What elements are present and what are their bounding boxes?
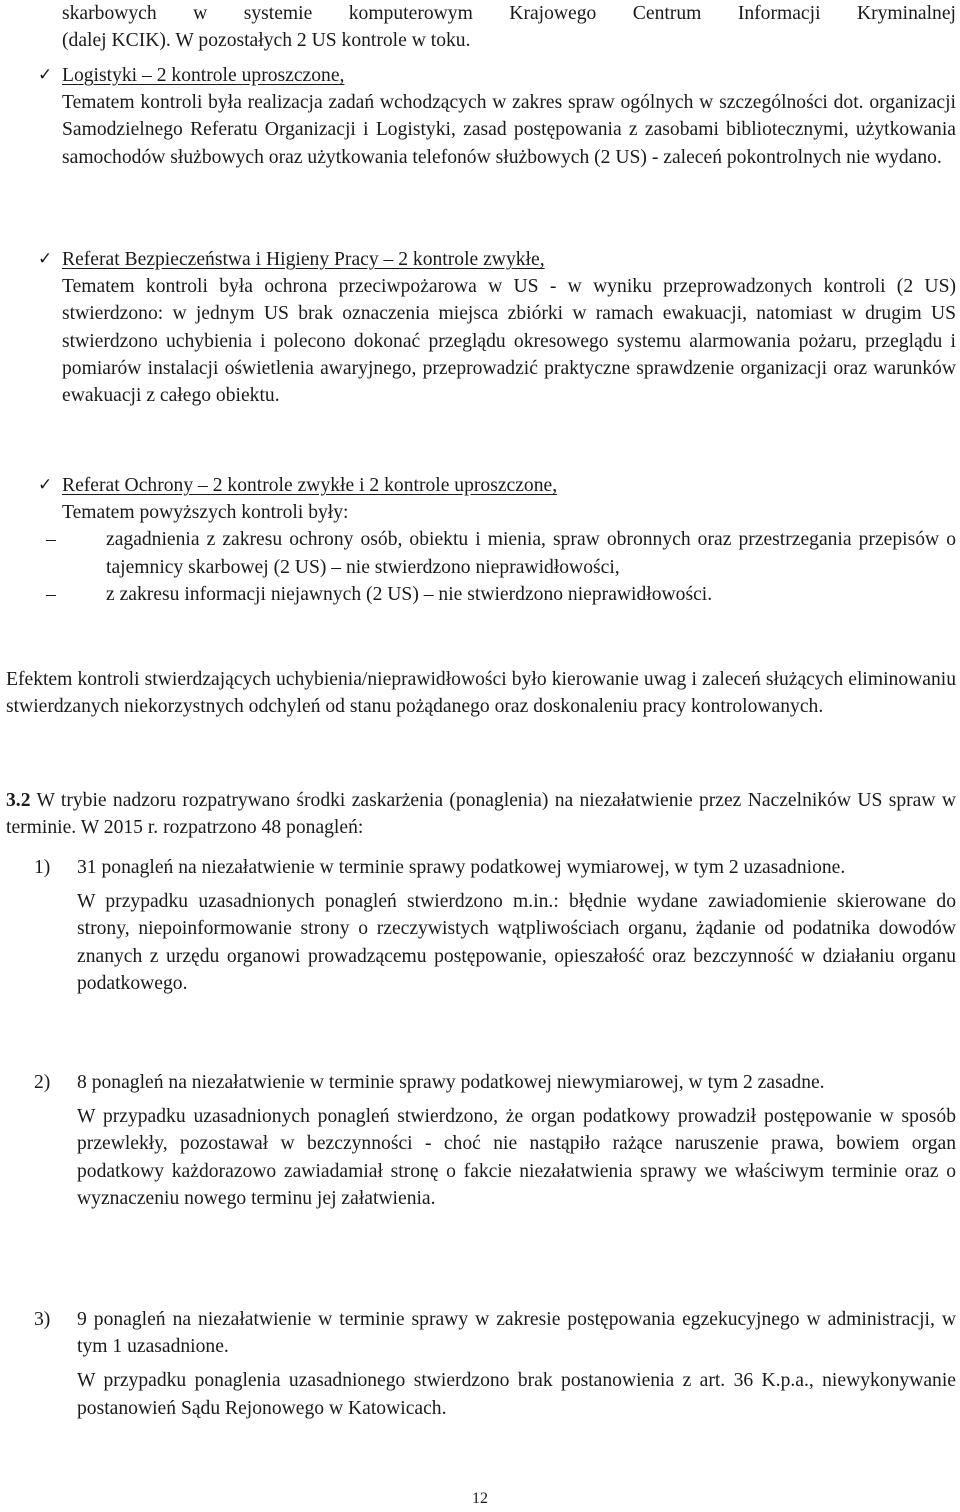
logistyki-heading: Logistyki – 2 kontrole uproszczone, [62, 65, 345, 86]
list-item-text: 9 ponagleń na niezałatwienie w terminie sprawy w zakresie postępowania egzekucyjnego w administracji, w tym 1 uzasadnione. [77, 1309, 956, 1358]
efekt-paragraph: Efektem kontroli stwierdzających uchybienia/nieprawidłowości było kierowanie uwag i zaleceń służących eliminowaniu stwierdzanych niekorzystnych odchyleń od stanu pożądanego oraz doskonaleniu pracy kontrolowanych. [6, 669, 956, 718]
page-number: 12 [472, 1490, 488, 1507]
ochrona-list-item [46, 581, 956, 608]
section-3-2-paragraph [6, 787, 956, 841]
list-marker: 2) [34, 1072, 51, 1093]
ochrona-intro: Tematem powyższych kontroli były: [62, 502, 349, 524]
bhp-body: Tematem kontroli była ochrona przeciwpożarowa w US - w wyniku przeprowadzonych kontroli (2 US) stwierdzono: w jednym US brak oznaczenia miejsca zbiórki w ramach ewakuacji, natomiast w drugim US stwierdzono uchybienia i polecono dokonać przeglądu okresowego systemu alarmowania pożaru, przeglądu i pomiarów instalacji oświetlenia awaryjnego, przeprowadzić praktyczne sprawdzenie organizacji oraz warunków ewakuacji z całego obiektu. [62, 276, 956, 407]
ponaglenia-item-1 [0, 854, 960, 997]
ponaglenia-item-2 [0, 1069, 960, 1212]
intro-line-2: (dalej KCIK). W pozostałych 2 US kontrole w toku. [62, 30, 471, 52]
list-item-text: 31 ponagleń na niezałatwienie w terminie sprawy podatkowej wymiarowej, w tym 2 uzasadnione. [77, 857, 846, 878]
logistyki-item [0, 62, 960, 171]
intro-line-1: skarbowych w systemie komputerowym Krajowego Centrum Informacji Kryminalnej [62, 3, 956, 24]
bhp-heading: Referat Bezpieczeństwa i Higieny Pracy – 2 kontrole zwykłe, [62, 249, 545, 270]
list-item-detail: W przypadku ponaglenia uzasadnionego stwierdzono brak postanowienia z art. 36 K.p.a., niewykonywanie postanowień Sądu Rejonowego w Katowicach. [77, 1370, 956, 1419]
section-3-2-text: W trybie nadzoru rozpatrywano środki zaskarżenia (ponaglenia) na niezałatwienie przez Naczelników US spraw w terminie. W 2015 r. rozpatrzono 48 ponagleń: [6, 790, 956, 839]
checkmark-icon: ✓ [38, 249, 53, 269]
ochrona-item [0, 472, 960, 608]
intro-paragraph [0, 0, 960, 54]
list-item-text: 8 ponagleń na niezałatwienie w terminie sprawy podatkowej niewymiarowej, w tym 2 zasadne. [77, 1072, 825, 1093]
ochrona-list-item-text: zagadnienia z zakresu ochrony osób, obiektu i mienia, spraw obronnych oraz przestrzegania przepisów o tajemnicy skarbowej (2 US) – nie stwierdzono nieprawidłowości, [106, 529, 956, 578]
list-marker: 1) [34, 857, 51, 878]
list-item-detail: W przypadku uzasadnionych ponagleń stwierdzono, że organ podatkowy prowadził postępowanie w sposób przewlekły, pozostawał w bezczynności - choć nie nastąpiło rażące naruszenie prawa, bowiem organ podatkowy każdorazowo zawiadamiał stronę o fakcie niezałatwienia sprawy we właściwym terminie oraz o wyznaczeniu nowego terminu jej załatwienia. [77, 1106, 956, 1209]
ochrona-list-item [46, 526, 956, 580]
logistyki-body: Tematem kontroli była realizacja zadań wchodzących w zakres spraw ogólnych w szczególności dot. organizacji Samodzielnego Referatu Organizacji i Logistyki, zasad postępowania z zasobami bibliotecznymi, użytkowania samochodów służbowych oraz użytkowania telefonów służbowych (2 US) - zaleceń pokontrolnych nie wydano. [62, 92, 956, 168]
dash-marker: – [46, 583, 56, 605]
ochrona-list-item-text: z zakresu informacji niejawnych (2 US) – nie stwierdzono nieprawidłowości. [106, 583, 713, 605]
checkmark-icon: ✓ [38, 65, 53, 85]
checkmark-icon: ✓ [38, 475, 53, 495]
list-item-detail: W przypadku uzasadnionych ponagleń stwierdzono m.in.: błędnie wydane zawiadomienie skierowane do strony, niepoinformowanie strony o rzeczywistych wątpliwościach organu, żądanie od podatnika dowodów znanych z urzędu organowi prowadzącemu postępowanie, opieszałość oraz bezczynność w działaniu organu podatkowego. [77, 891, 956, 994]
dash-marker: – [46, 529, 56, 551]
section-number: 3.2 [6, 790, 31, 811]
list-marker: 3) [34, 1309, 51, 1330]
ponaglenia-item-3 [0, 1306, 960, 1422]
ochrona-heading: Referat Ochrony – 2 kontrole zwykłe i 2 kontrole uproszczone, [62, 475, 558, 496]
bhp-item [0, 246, 960, 409]
